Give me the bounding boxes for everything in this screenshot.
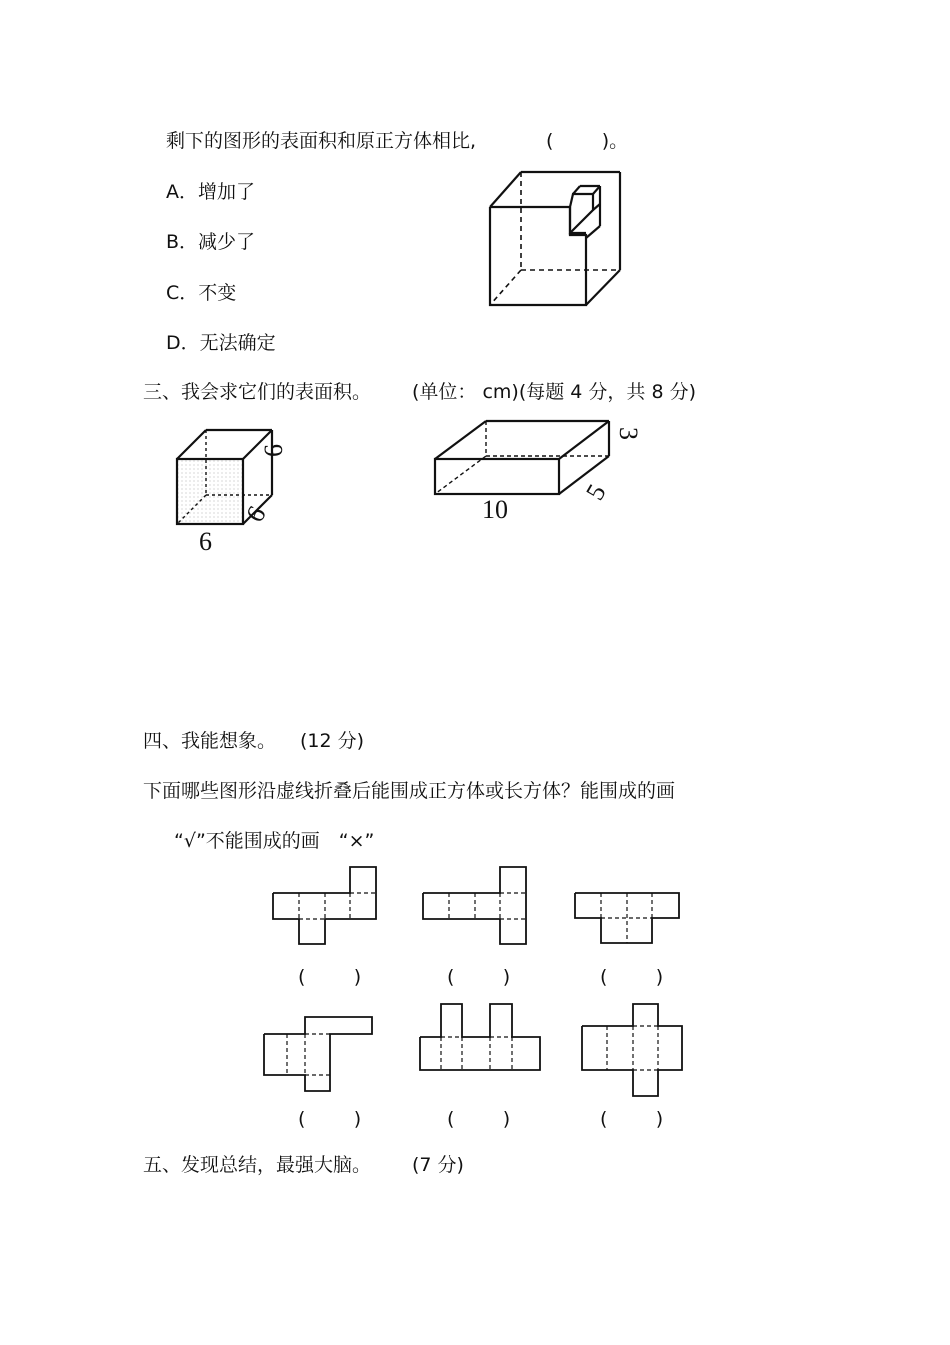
option-b-letter: B． bbox=[166, 231, 199, 253]
cube-height-label: 6 bbox=[259, 444, 288, 457]
net-figure-3 bbox=[574, 890, 682, 946]
section4-question-line1: 下面哪些图形沿虚线折叠后能围成正方体或长方体？能围成的画 bbox=[143, 780, 676, 802]
option-c bbox=[166, 281, 236, 305]
q2-stem: 剩下的图形的表面积和原正方体相比, bbox=[166, 130, 477, 152]
answer-blank-3: ( ) bbox=[600, 966, 664, 988]
option-c-letter: C． bbox=[166, 282, 199, 304]
option-a-letter: A． bbox=[166, 181, 198, 203]
net-figure-6 bbox=[581, 1002, 685, 1098]
answer-blank-5: ( ) bbox=[447, 1108, 511, 1130]
answer-blank-4: ( ) bbox=[298, 1108, 362, 1130]
q2-answer-blank: ( )。 bbox=[546, 130, 629, 152]
answer-blank-2: ( ) bbox=[447, 966, 511, 988]
option-d-letter: D． bbox=[166, 332, 200, 354]
cuboid-width-label: 5 bbox=[580, 479, 612, 505]
section4-title: 四、我能想象。 bbox=[143, 730, 277, 752]
option-c-text: 不变 bbox=[198, 282, 237, 304]
net-figure-4 bbox=[263, 1015, 375, 1093]
section3-title: 三、我会求它们的表面积。 bbox=[143, 381, 372, 403]
cuboid-figure bbox=[430, 415, 650, 525]
option-a bbox=[166, 180, 255, 204]
option-b bbox=[166, 230, 255, 254]
cuboid-height-label: 3 bbox=[614, 427, 643, 440]
section4-score: (12 分) bbox=[300, 730, 365, 752]
cube-front-label: 6 bbox=[199, 527, 212, 556]
cube-figure bbox=[165, 420, 315, 560]
section3-note: (单位： cm)(每题 4 分，共 8 分) bbox=[412, 381, 696, 403]
net-figure-2 bbox=[422, 866, 528, 946]
option-d-text: 无法确定 bbox=[199, 332, 276, 354]
answer-blank-6: ( ) bbox=[600, 1108, 664, 1130]
section5-title: 五、发现总结，最强大脑。 bbox=[143, 1154, 372, 1176]
option-b-text: 减少了 bbox=[198, 231, 256, 253]
answer-blank-1: ( ) bbox=[298, 966, 362, 988]
net-figure-5 bbox=[419, 1002, 543, 1074]
option-d bbox=[166, 331, 276, 355]
cube-side-label: 6 bbox=[240, 501, 272, 527]
option-a-text: 增加了 bbox=[198, 181, 256, 203]
net-figure-1 bbox=[272, 866, 378, 946]
cut-cube-figure bbox=[480, 160, 630, 315]
section5-score: (7 分) bbox=[412, 1154, 464, 1176]
cuboid-length-label: 10 bbox=[482, 495, 508, 524]
section4-question-line2: “√”不能围成的画 “×” bbox=[174, 830, 375, 852]
